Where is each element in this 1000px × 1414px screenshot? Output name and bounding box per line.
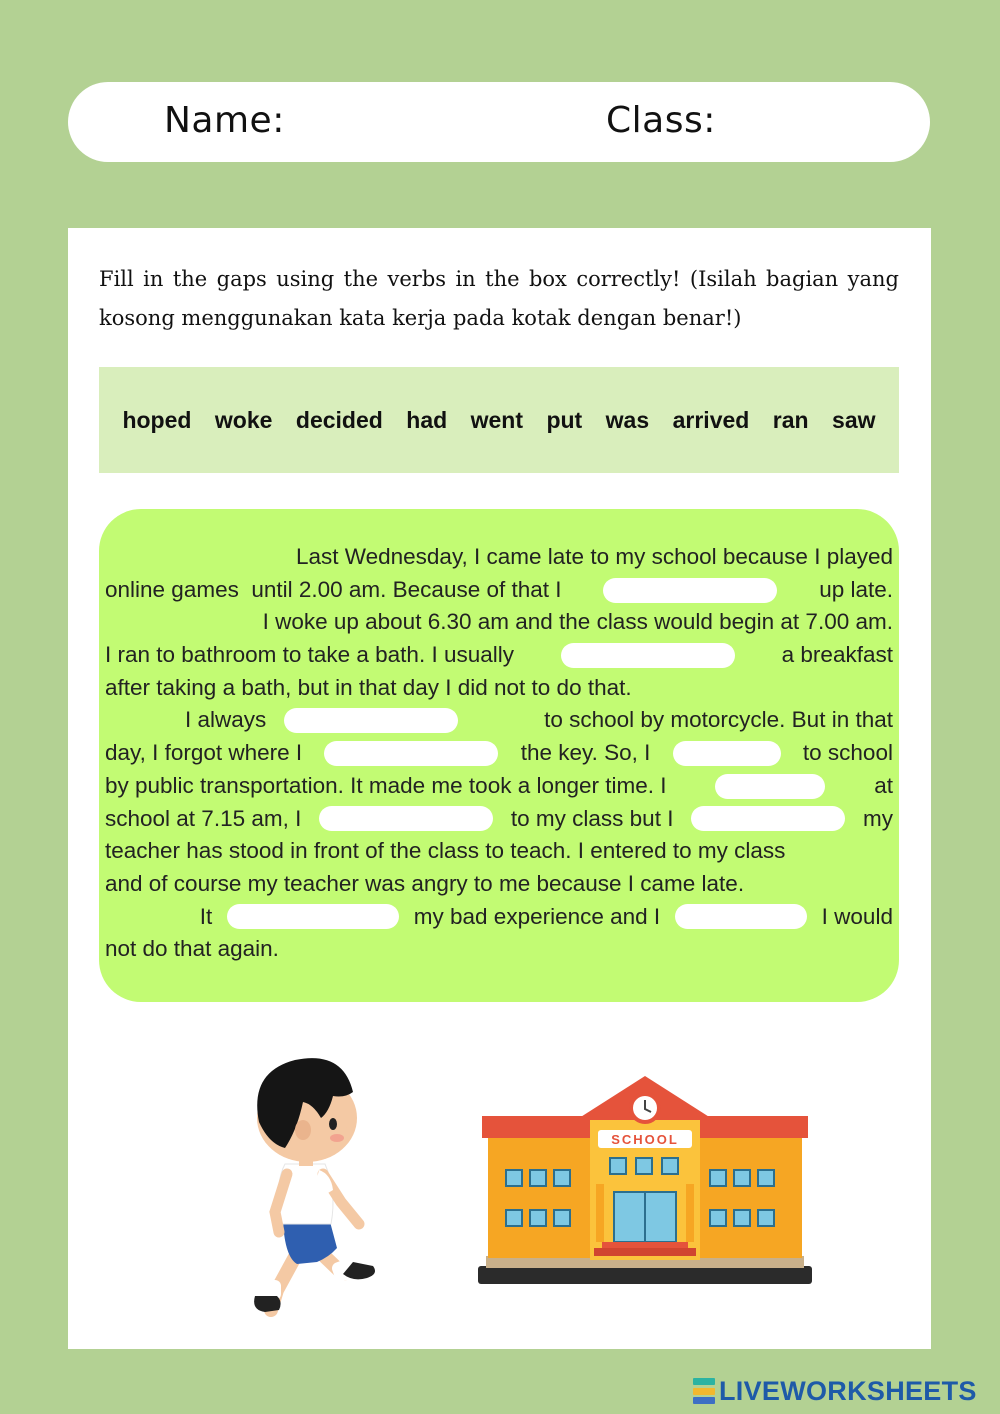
story-text-segment: to my class but I xyxy=(510,805,674,831)
story-text-segment: after taking a bath, but in that day I did not to do that. xyxy=(105,674,632,700)
word-bank-item: woke xyxy=(214,406,273,433)
word-bank-item: went xyxy=(470,406,523,433)
walking-boy-icon xyxy=(225,1052,385,1317)
story-text xyxy=(105,541,893,966)
story-line xyxy=(105,606,893,639)
word-bank-item: hoped xyxy=(122,406,192,433)
logo-mark-icon xyxy=(693,1378,715,1404)
story-text-segment: up late. xyxy=(819,576,893,602)
name-label: Name: xyxy=(164,100,285,141)
logo-text: LIVEWORKSHEETS xyxy=(719,1375,977,1406)
story-text-segment: It xyxy=(199,903,213,929)
school-sign-text: SCHOOL xyxy=(611,1132,679,1147)
story-text-segment: my bad experience and I xyxy=(413,903,661,929)
header-bar xyxy=(68,82,930,162)
story-text-segment: online games until 2.00 am. Because of that I xyxy=(105,576,562,602)
story-text-segment: and of course my teacher was angry to me because I came late. xyxy=(105,870,745,896)
answer-gap-8[interactable] xyxy=(691,806,845,831)
story-text-segment: by public transportation. It made me took a longer time. I xyxy=(105,772,667,798)
story-text-segment: day, I forgot where I xyxy=(105,740,303,766)
story-text-segment: to school by motorcycle. But in that xyxy=(544,707,893,733)
story-text-segment: I would xyxy=(821,903,893,929)
word-bank-item: was xyxy=(605,406,650,433)
story-text-segment: my xyxy=(862,805,893,831)
instruction-text: Fill in the gaps using the verbs in the box correctly! (Isilah bagian yang kosong menggunakan kata kerja pada kotak dengan benar!) xyxy=(99,267,899,330)
liveworksheets-logo xyxy=(693,1376,977,1406)
story-text-segment: Last Wednesday, I came late to my school because I played xyxy=(296,544,893,569)
story-line xyxy=(105,868,893,901)
story-panel xyxy=(99,509,899,1002)
story-text-segment: the key. So, I xyxy=(520,740,651,766)
word-bank-item: had xyxy=(406,406,448,433)
school-building-icon xyxy=(478,1072,812,1286)
answer-gap-9[interactable] xyxy=(227,904,399,929)
answer-gap-2[interactable] xyxy=(561,643,735,668)
story-line xyxy=(105,835,893,868)
story-line xyxy=(105,737,893,770)
story-line xyxy=(105,672,893,705)
word-bank-item: put xyxy=(546,406,583,433)
story-text-segment: I woke up about 6.30 am and the class would begin at 7.00 am. xyxy=(262,609,893,635)
answer-gap-5[interactable] xyxy=(673,741,781,766)
word-bank-item: ran xyxy=(772,406,809,433)
class-label: Class: xyxy=(606,100,716,141)
answer-gap-4[interactable] xyxy=(324,741,498,766)
story-line xyxy=(105,901,893,934)
answer-gap-3[interactable] xyxy=(284,708,458,733)
story-line xyxy=(105,803,893,836)
story-text-segment: I always xyxy=(185,707,267,733)
story-line xyxy=(105,574,893,607)
story-text-segment: I ran to bathroom to take a bath. I usually xyxy=(105,642,514,668)
answer-gap-1[interactable] xyxy=(603,578,777,603)
word-bank-item: saw xyxy=(832,406,876,433)
story-text-segment: teacher has stood in front of the class to teach. I entered to my class xyxy=(105,838,786,864)
answer-gap-6[interactable] xyxy=(715,774,825,799)
story-text-segment: at xyxy=(874,772,893,798)
answer-gap-10[interactable] xyxy=(675,904,807,929)
story-text-segment: a breakfast xyxy=(781,642,893,668)
story-line xyxy=(105,770,893,803)
word-bank-item: decided xyxy=(295,406,383,433)
story-text-segment: not do that again. xyxy=(105,936,279,962)
story-text-segment: school at 7.15 am, I xyxy=(105,805,302,831)
answer-gap-7[interactable] xyxy=(319,806,493,831)
story-line xyxy=(105,704,893,737)
word-bank xyxy=(99,367,899,473)
word-bank-item: arrived xyxy=(672,406,750,433)
story-line xyxy=(105,541,893,574)
story-line xyxy=(105,933,893,966)
story-line xyxy=(105,639,893,672)
story-text-segment: to school xyxy=(802,740,893,766)
